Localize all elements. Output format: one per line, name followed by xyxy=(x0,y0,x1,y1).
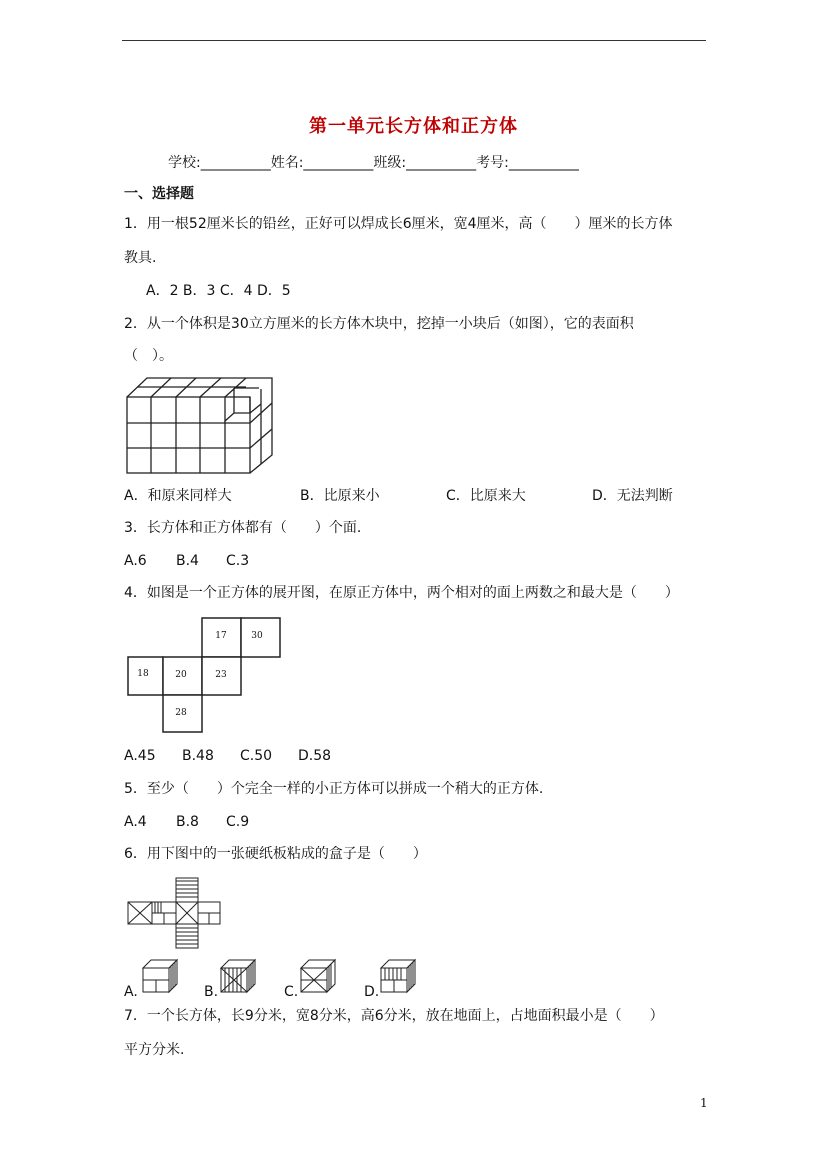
net-face-20: 20 xyxy=(175,670,187,680)
box-option-a-icon xyxy=(141,958,179,994)
question-3-option-a: A.6 xyxy=(124,553,147,569)
question-4-option-b: B.48 xyxy=(182,748,214,764)
question-5-text: 5．至少（ ）个完全一样的小正方体可以拼成一个稍大的正方体. xyxy=(124,781,544,797)
cuboid-figure xyxy=(126,376,276,476)
question-2-option-d: D．无法判断 xyxy=(592,488,673,504)
question-5-option-a: A.4 xyxy=(124,814,147,830)
net-face-28: 28 xyxy=(175,708,187,718)
box-option-d-icon xyxy=(379,958,417,994)
question-1-text-cont: 教具. xyxy=(124,250,157,266)
question-3-option-b: B.4 xyxy=(176,553,199,569)
question-5-option-b: B.8 xyxy=(176,814,199,830)
box-option-c-icon xyxy=(299,958,337,994)
question-2-text-cont: （ ）。 xyxy=(124,348,173,364)
question-4-text: 4．如图是一个正方体的展开图，在原正方体中，两个相对的面上两数之和最大是（ ） xyxy=(124,585,679,601)
question-2-option-a: A．和原来同样大 xyxy=(124,488,232,504)
net-face-23: 23 xyxy=(215,670,227,680)
question-6-option-b-label: B. xyxy=(204,984,219,1000)
section-heading: 一、选择题 xyxy=(124,186,194,202)
question-6-option-a-label: A. xyxy=(124,984,138,1000)
page-number: 1 xyxy=(700,1096,708,1110)
question-2-option-b: B．比原来小 xyxy=(300,488,380,504)
question-2-text: 2．从一个体积是30立方厘米的长方体木块中，挖掉一小块后（如图），它的表面积 xyxy=(124,316,634,332)
question-7-text: 7．一个长方体，长9分米，宽8分米，高6分米，放在地面上，占地面积最小是（ ） xyxy=(124,1008,664,1024)
question-1-text: 1．用一根52厘米长的铅丝，正好可以焊成长6厘米，宽4厘米，高（ ）厘米的长方体 xyxy=(124,216,673,232)
net-face-30: 30 xyxy=(251,631,263,641)
question-3-option-c: C.3 xyxy=(226,553,250,569)
question-6-option-c-label: C. xyxy=(284,984,299,1000)
question-7-text-cont: 平方分米. xyxy=(124,1042,185,1058)
cube-net-figure xyxy=(124,614,284,736)
question-4-option-a: A.45 xyxy=(124,748,156,764)
question-1-options: A．2 B．3 C．4 D．5 xyxy=(146,283,291,299)
question-5-option-c: C.9 xyxy=(226,814,250,830)
question-6-option-d-label: D. xyxy=(364,984,380,1000)
net-face-17: 17 xyxy=(215,631,227,641)
header-rule xyxy=(122,40,706,41)
question-4-option-c: C.50 xyxy=(240,748,273,764)
box-option-b-icon xyxy=(219,958,257,994)
question-6-text: 6．用下图中的一张硬纸板粘成的盒子是（ ） xyxy=(124,846,427,862)
cardboard-net-figure xyxy=(124,876,224,950)
student-info-line: 学校:__________姓名:__________班级:__________考号:__________ xyxy=(168,155,579,171)
question-3-text: 3．长方体和正方体都有（ ）个面. xyxy=(124,520,362,536)
net-face-18: 18 xyxy=(137,669,149,679)
question-2-option-c: C．比原来大 xyxy=(446,488,526,504)
paper-title: 第一单元长方体和正方体 xyxy=(309,116,518,137)
question-4-option-d: D.58 xyxy=(298,748,332,764)
